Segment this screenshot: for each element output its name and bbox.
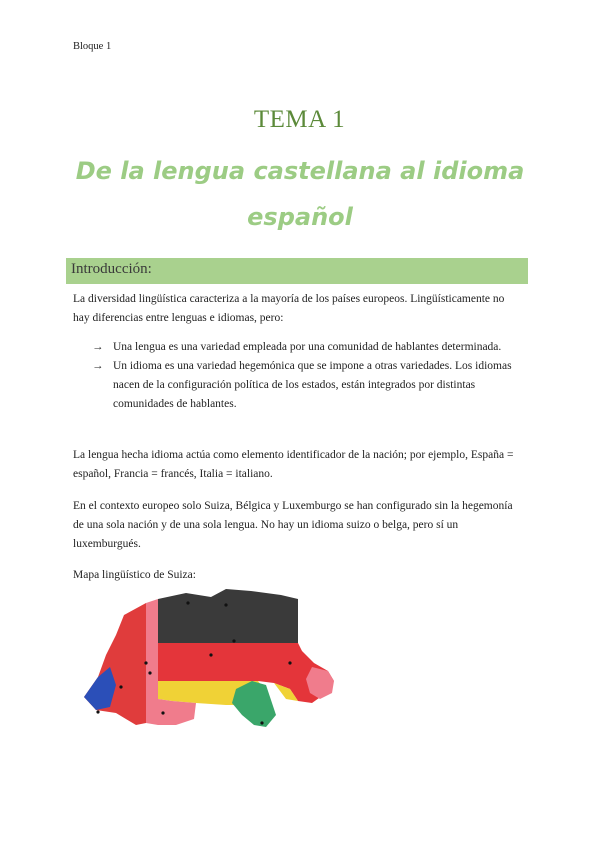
map-region-italian <box>232 681 276 727</box>
map-region-german-north <box>158 589 298 643</box>
paragraph-intro: La diversidad lingüística caracteriza a la mayoría de los países europeos. Lingüísticamente no hay diferencias entre lenguas e idiomas, pero: <box>73 293 505 324</box>
section-header <box>66 258 528 284</box>
bullet-text: Una lengua es una variedad empleada por una comunidad de hablantes determinada. <box>113 341 502 353</box>
bullet-text: Un idioma es una variedad hegemónica que se impone a otras variedades. Los idiomas nacen de la configuración política de los estados, están integrados por distintas comunidades de hablantes. <box>113 360 512 410</box>
switzerland-language-map <box>76 585 338 730</box>
header-label: Bloque 1 <box>73 41 112 52</box>
bullet-item <box>92 357 522 414</box>
map-caption: Mapa lingüístico de Suiza: <box>73 569 196 581</box>
arrow-icon: → <box>92 341 104 353</box>
paragraph-europe: En el contexto europeo solo Suiza, Bélgica y Luxemburgo se han configurado sin la hegemonía de una sola nación y de una sola lengua. No hay un idioma suizo o belga, pero sí un luxemburgués. <box>73 500 513 550</box>
bullet-item <box>92 338 522 357</box>
section-title: Introducción: <box>71 261 152 277</box>
arrow-icon: → <box>92 360 104 372</box>
page-title: TEMA 1 <box>253 106 346 133</box>
bullet-list <box>92 338 522 414</box>
paragraph-nation: La lengua hecha idioma actúa como elemento identificador de la nación; por ejemplo, España = español, Francia = francés, Italia = italiano. <box>73 449 514 480</box>
page-subtitle: De la lengua castellana al idioma español <box>75 157 525 231</box>
map-region-pink <box>146 599 158 725</box>
